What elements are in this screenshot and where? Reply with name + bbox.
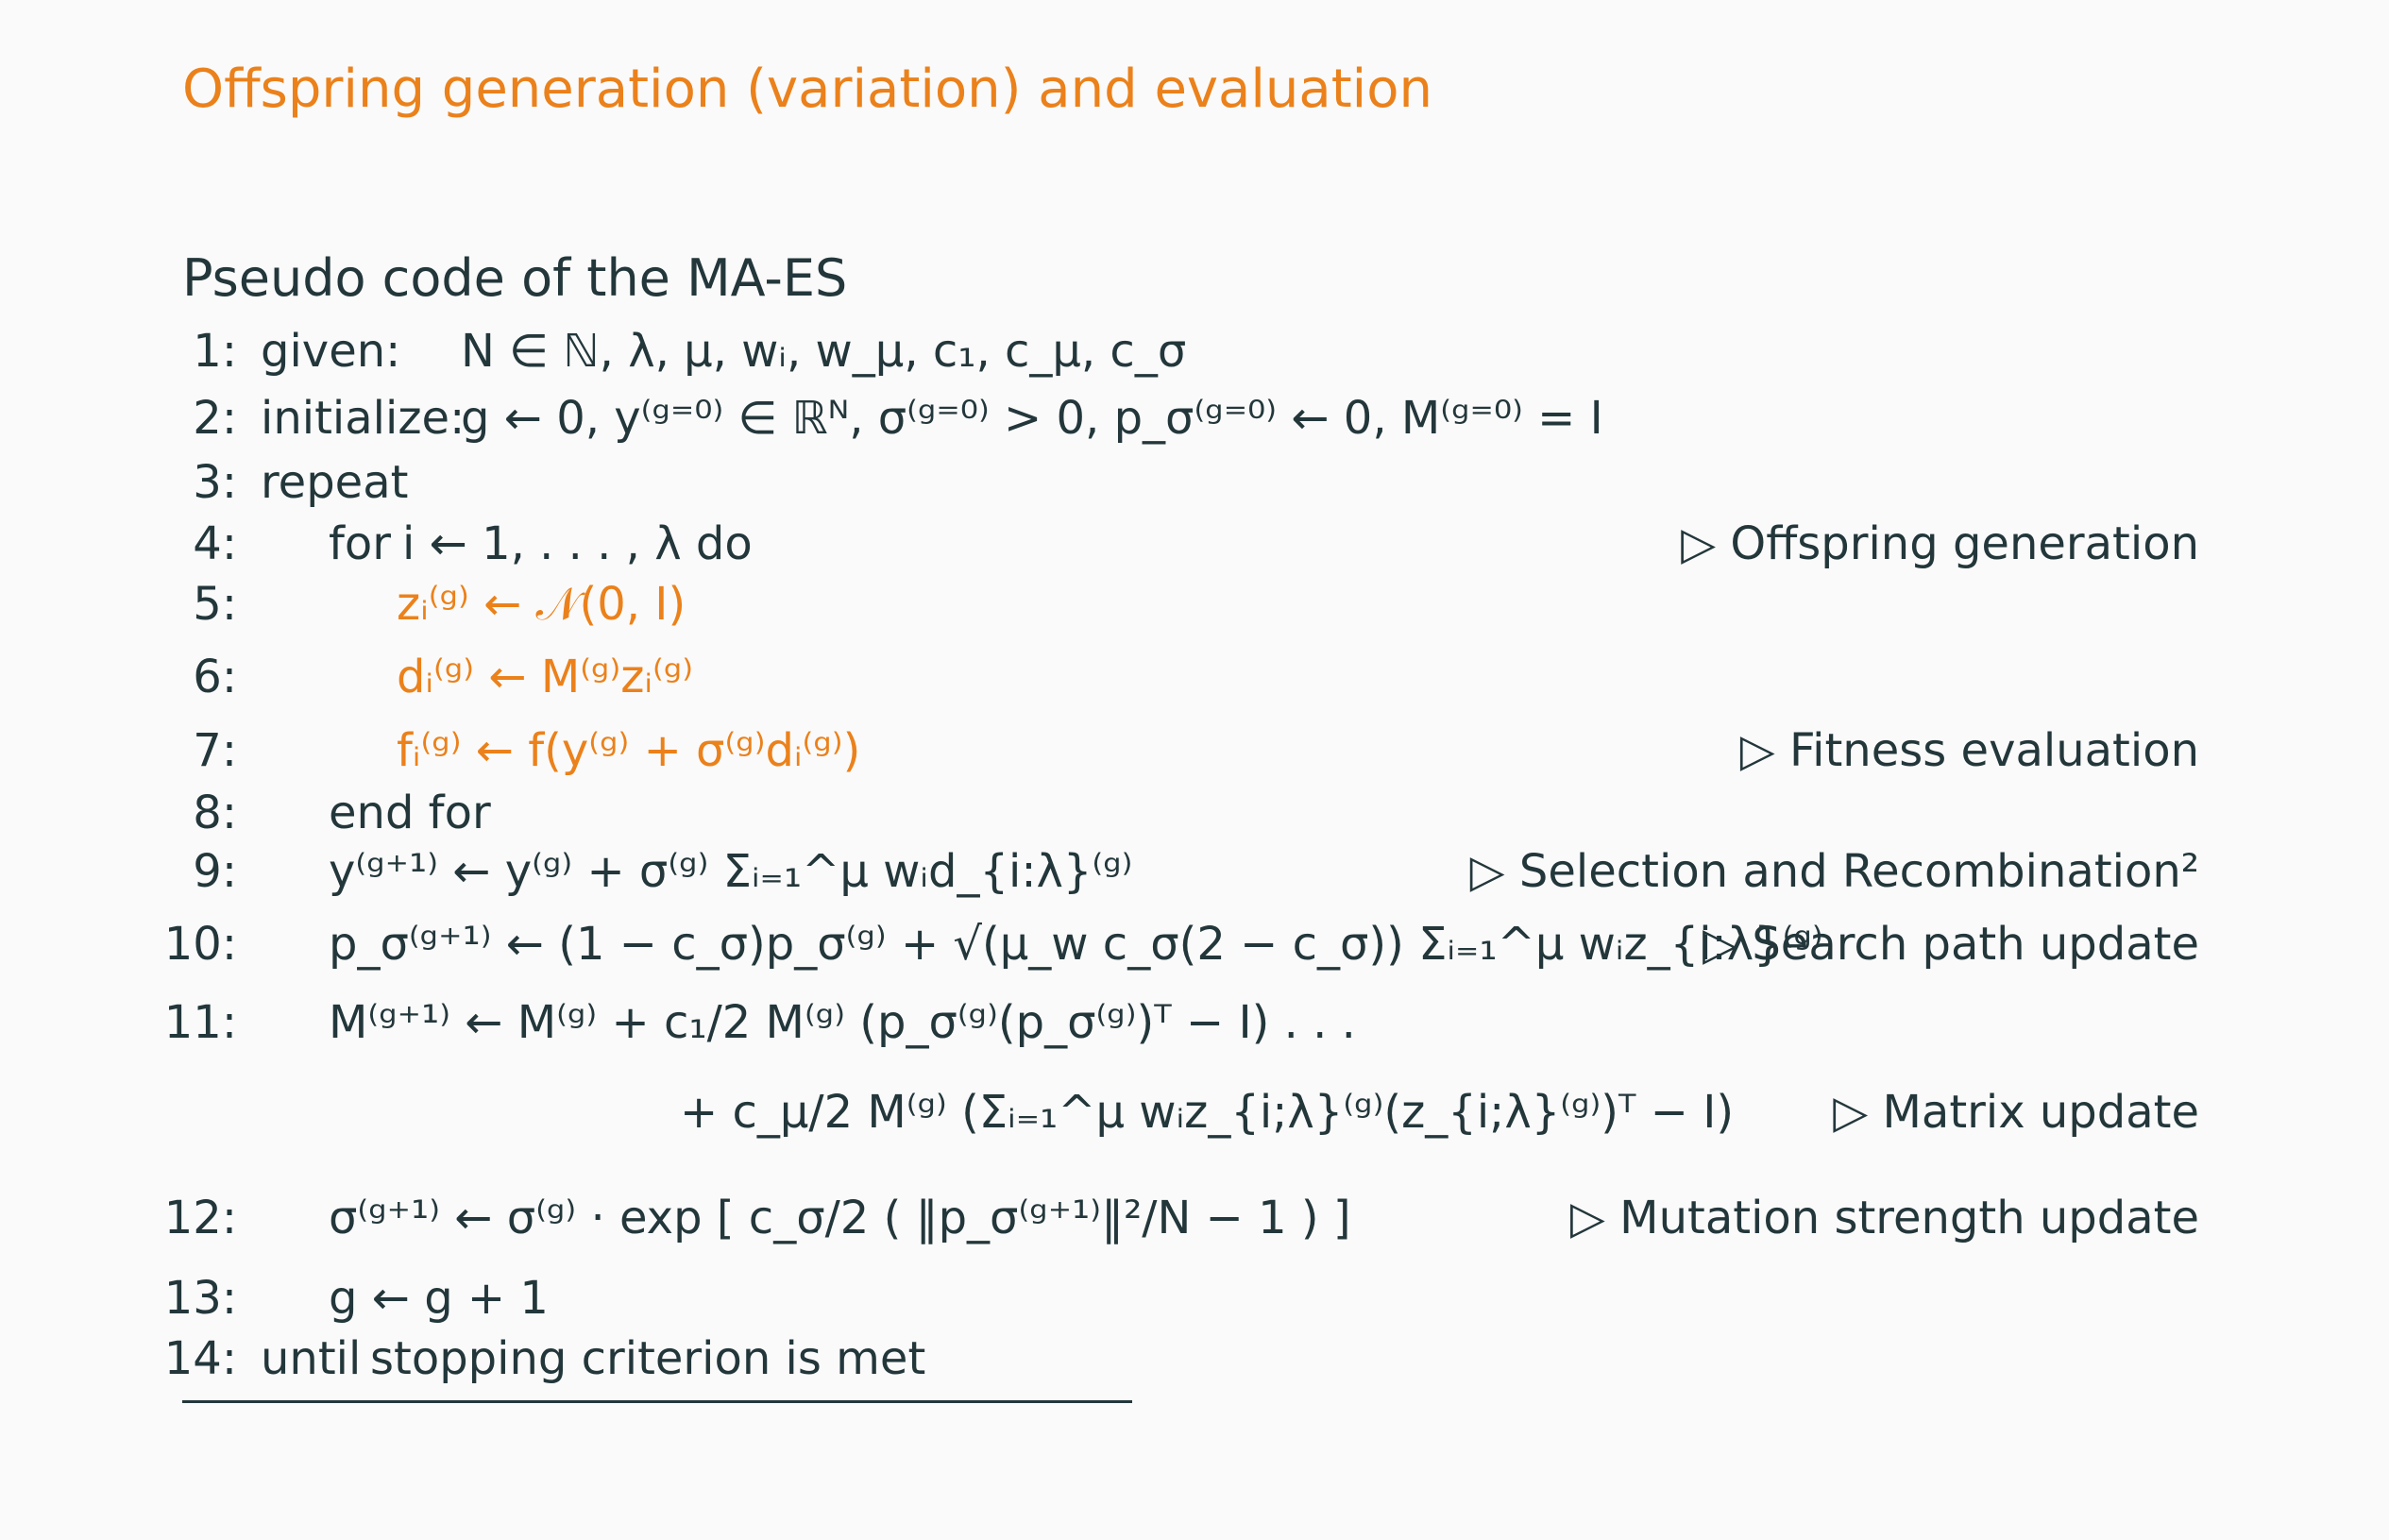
line-math: + c_μ/2 M⁽ᵍ⁾ (Σᵢ₌₁^μ wᵢz_{i;λ}⁽ᵍ⁾(z_{i;λ}⁽ᵍ⁾)ᵀ − I): [680, 1086, 1735, 1139]
line-comment: ▷ Search path update: [1703, 918, 2199, 971]
line-math: N ∈ ℕ, λ, μ, wᵢ, w_μ, c₁, c_μ, c_σ: [461, 325, 1187, 378]
line-number: 14:: [163, 1332, 237, 1385]
line-math: σ⁽ᵍ⁺¹⁾ ← σ⁽ᵍ⁾ · exp [ c_σ/2 ( ‖p_σ⁽ᵍ⁺¹⁾‖²/N − 1 ) ]: [329, 1192, 1351, 1244]
algorithm-line-5: [0, 578, 2389, 635]
line-comment: ▷ Mutation strength update: [1570, 1192, 2199, 1244]
line-math: dᵢ⁽ᵍ⁾ ← M⁽ᵍ⁾zᵢ⁽ᵍ⁾: [397, 651, 694, 703]
line-math: p_σ⁽ᵍ⁺¹⁾ ← (1 − c_σ)p_σ⁽ᵍ⁾ + √(μ_w c_σ(2 − c_σ)) Σᵢ₌₁^μ wᵢz_{i:λ}⁽ᵍ⁾: [329, 918, 1823, 971]
line-comment: ▷ Matrix update: [1833, 1086, 2199, 1139]
line-number: 11:: [163, 996, 237, 1049]
line-math: zᵢ⁽ᵍ⁾ ← 𝒩(0, I): [397, 578, 686, 631]
line-number: 9:: [193, 845, 237, 898]
line-comment: ▷ Selection and Recombination²: [1469, 845, 2199, 898]
line-keyword: until: [261, 1332, 362, 1385]
line-keyword: initialize:: [261, 392, 466, 445]
algorithm-line-3: [0, 456, 2389, 513]
algorithm-line-9: [0, 845, 2389, 902]
line-keyword: end for: [329, 787, 491, 839]
algorithm-line-11: [0, 996, 2389, 1053]
algorithm-line-10: [0, 918, 2389, 974]
line-math: M⁽ᵍ⁺¹⁾ ← M⁽ᵍ⁾ + c₁/2 M⁽ᵍ⁾ (p_σ⁽ᵍ⁾(p_σ⁽ᵍ⁾)ᵀ − I) . . .: [329, 996, 1356, 1049]
line-number: 4:: [193, 517, 237, 570]
algorithm-line-6: [0, 651, 2389, 707]
algorithm-line-8: [0, 787, 2389, 843]
line-number: 12:: [163, 1192, 237, 1244]
line-number: 2:: [193, 392, 237, 445]
line-math: g ← g + 1: [329, 1272, 549, 1325]
algorithm-line-14: [0, 1332, 2389, 1389]
algorithm-line-7: [0, 724, 2389, 781]
line-math: stopping criterion is met: [370, 1332, 926, 1385]
line-number: 6:: [193, 651, 237, 703]
line-math: g ← 0, y⁽ᵍ⁼⁰⁾ ∈ ℝᴺ, σ⁽ᵍ⁼⁰⁾ > 0, p_σ⁽ᵍ⁼⁰⁾ ← 0, M⁽ᵍ⁼⁰⁾ = I: [461, 392, 1603, 445]
line-math: y⁽ᵍ⁺¹⁾ ← y⁽ᵍ⁾ + σ⁽ᵍ⁾ Σᵢ₌₁^μ wᵢd_{i:λ}⁽ᵍ⁾: [329, 845, 1133, 898]
line-keyword: for: [329, 517, 391, 570]
line-keyword: given:: [261, 325, 401, 378]
line-number: 1:: [193, 325, 237, 378]
line-keyword: repeat: [261, 456, 409, 509]
line-number: 8:: [193, 787, 237, 839]
line-number: 10:: [163, 918, 237, 971]
line-math: i ← 1, . . . , λ do: [402, 517, 753, 570]
algorithm-heading: Pseudo code of the MA-ES: [182, 248, 848, 308]
algorithm-line-12: [0, 1192, 2389, 1248]
algorithm-line-11-continuation: [0, 1086, 2389, 1142]
algorithm-line-4: [0, 517, 2389, 574]
algorithm-line-13: [0, 1272, 2389, 1328]
algorithm-line-1: [0, 325, 2389, 381]
line-math: fᵢ⁽ᵍ⁾ ← f(y⁽ᵍ⁾ + σ⁽ᵍ⁾dᵢ⁽ᵍ⁾): [397, 724, 861, 777]
line-number: 7:: [193, 724, 237, 777]
line-number: 3:: [193, 456, 237, 509]
line-comment: ▷ Offspring generation: [1681, 517, 2199, 570]
algorithm-line-2: [0, 392, 2389, 448]
line-number: 13:: [163, 1272, 237, 1325]
line-comment: ▷ Fitness evaluation: [1739, 724, 2199, 777]
line-number: 5:: [193, 578, 237, 631]
slide-title: Offspring generation (variation) and evaluation: [182, 59, 1432, 120]
algorithm-bottom-rule: [182, 1400, 1132, 1403]
